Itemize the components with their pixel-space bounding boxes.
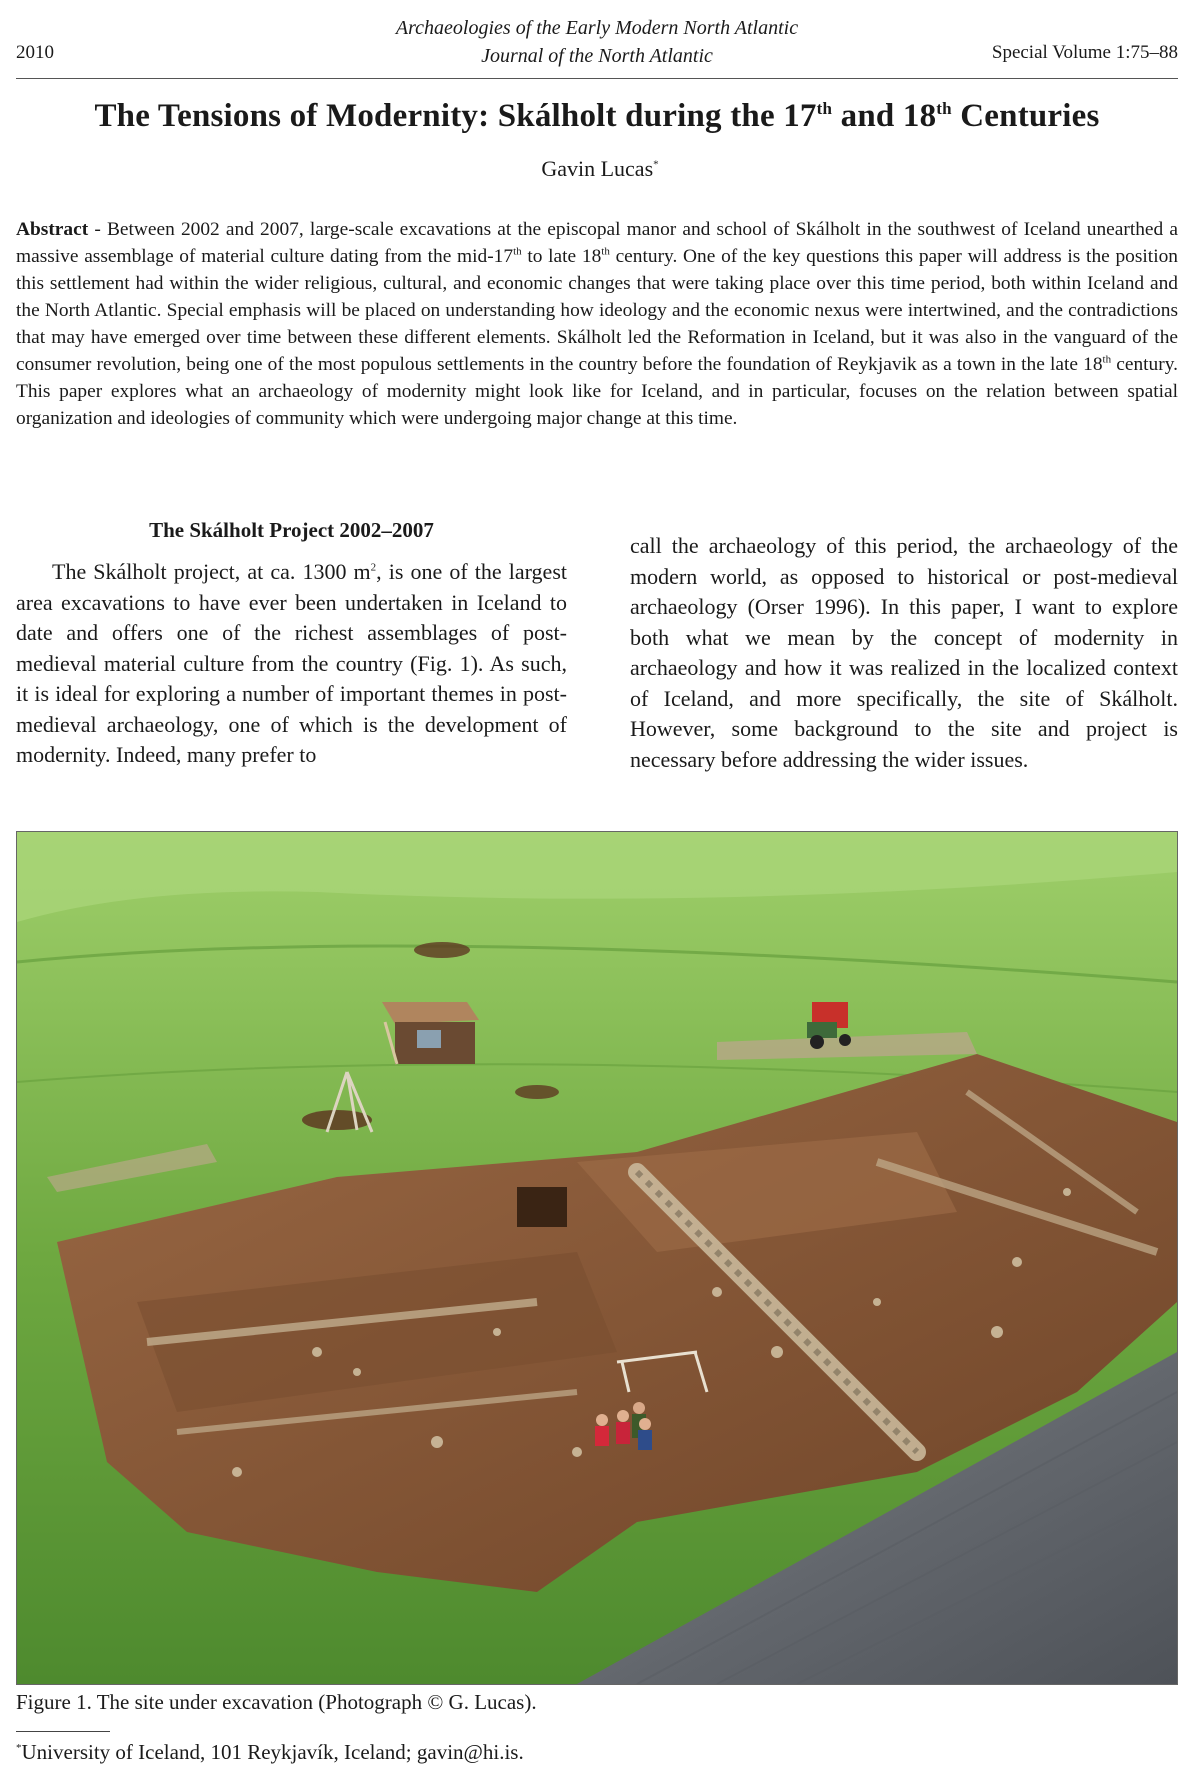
section-heading: The Skálholt Project 2002–2007 — [149, 518, 434, 542]
header-divider — [16, 78, 1178, 79]
body-column-right — [630, 531, 1178, 775]
paragraph-right: call the archaeology of this period, the archaeology of the modern world, as opposed to historical or post-medieval archaeology (Orser 1996). In this paper, I want to explore both what we mean by the concept of modernity in archaeology and how it was realized in the localized context of Iceland, and more specifically, the site of Skálholt. However, some background to the site and project is necessary before addressing the wider issues. — [630, 533, 1178, 772]
body-column-left — [16, 518, 567, 771]
running-header — [16, 12, 1178, 80]
abstract: Abstract - Between 2002 and 2007, large-scale excavations at the episcopal manor and school of Skálholt in the southwest of Iceland unearthed a massive assemblage of material culture dating from the mid-17th to late 18th century. One of the key questions this paper will address is the position this settlement had within the wider religious, cultural, and economic changes that were taking place over this time period, both within Iceland and the North Atlantic. Special emphasis will be placed on understanding how ideology and the economic nexus were intertwined, and the contradictions that may have emerged over time between these different elements. Skálholt led the Reformation in Iceland, but it was also in the vanguard of the consumer revolution, being one of the most populous settlements in the country before the foundation of Reykjavik as a town in the late 18th century. This paper explores what an archaeology of modernity might look like for Iceland, and in particular, focuses on the relation between spatial organization and ideologies of community which were undergoing major change at this time. — [16, 219, 1178, 429]
footnote-divider — [16, 1731, 110, 1732]
excavation-pit — [517, 1187, 567, 1227]
header-volume: Special Volume 1:75–88 — [991, 42, 1178, 63]
paragraph-left: The Skálholt project, at ca. 1300 $m^2$, is one of the largest area excavations to have ever been undertaken in Iceland to date and offers one of the richest assemblages of post-medieval material culture from the country (Fig. 1). As such, it is ideal for exploring a number of important themes in post-medieval archaeology, one of which is the development of modernity. Indeed, many prefer to — [16, 559, 567, 767]
spoil-heap — [414, 942, 470, 958]
header-journal-name: Journal of the North Atlantic — [481, 45, 713, 67]
site-hut — [382, 1002, 479, 1064]
author-footnote-mark: * — [653, 158, 659, 171]
article-title: The Tensions of Modernity: Skálholt during the 17th and 18th Centuries — [94, 98, 1100, 134]
footnote: *University of Iceland, 101 Reykjavík, Iceland; gavin@hi.is. — [16, 1740, 524, 1764]
figure-photograph — [16, 831, 1178, 1685]
figure-caption: Figure 1. The site under excavation (Photograph © G. Lucas). — [16, 1690, 537, 1714]
header-series-title: Archaeologies of the Early Modern North Atlantic — [395, 17, 799, 39]
header-year: 2010 — [16, 42, 54, 63]
excavation-photo — [17, 832, 1177, 1684]
abstract-label: Abstract — [16, 219, 89, 240]
article-author: Gavin Lucas* — [541, 156, 659, 181]
